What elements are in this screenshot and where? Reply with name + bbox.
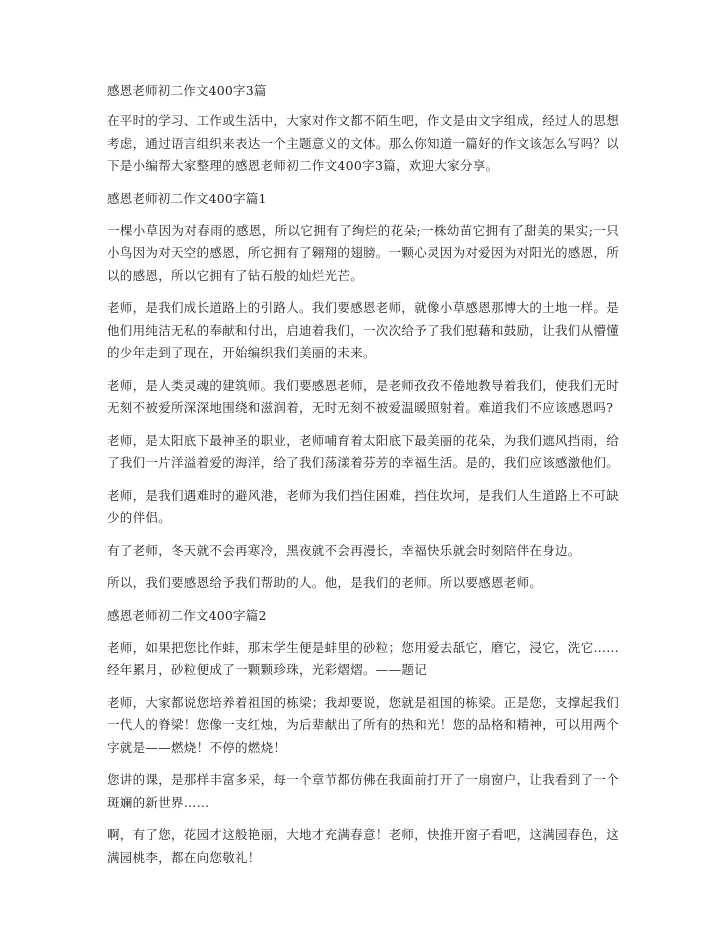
essay1-paragraph: 有了老师，冬天就不会再寒冷，黑夜就不会再漫长，幸福快乐就会时刻陪伴在身边。 <box>107 542 581 558</box>
document-title: 感恩老师初二作文400字3篇 <box>107 83 267 98</box>
essay1-paragraph: 老师，是太阳底下最神圣的职业，老师哺育着太阳底下最美丽的花朵，为我们遮风挡雨，给了我们一片洋溢着爱的海洋，给了我们荡漾着芬芳的幸福生活。是的，我们应该感激他们。 <box>107 432 620 470</box>
essay1-paragraph: 老师，是我们成长道路上的引路人。我们要感恩老师，就像小草感恩那博大的土地一样。是他们用纯洁无私的奉献和付出，启迪着我们，一次次给予了我们慰藉和鼓励，让我们从懵懂的少年走到了现在，开始编织我们美丽的未来。 <box>107 300 620 360</box>
essay2-paragraph: 老师，如果把您比作蚌，那末学生便是蚌里的砂粒；您用爱去舐它，磨它，浸它，洗它……经年累月，砂粒便成了一颗颗珍珠，光彩熠熠。——题记 <box>107 639 620 677</box>
essay2-paragraph: 您讲的课，是那样丰富多采，每一个章节都仿佛在我面前打开了一扇窗户，让我看到了一个斑斓的新世界…… <box>107 772 620 810</box>
essay1-paragraph: 一棵小草因为对春雨的感恩，所以它拥有了绚烂的花朵;一株幼苗它拥有了甜美的果实;一只小鸟因为对天空的感恩，所它拥有了翱翔的翅膀。一颗心灵因为对爱因为对阳光的感恩，所以的感恩，所以它拥有了钻石般的灿烂光芒。 <box>107 222 620 283</box>
document-page <box>107 80 619 879</box>
essay2-paragraph: 老师，大家都说您培养着祖国的栋梁；我却要说，您就是祖国的栋梁。正是您，支撑起我们一代人的脊梁！您像一支红烛，为后辈献出了所有的热和光！您的品格和精神，可以用两个字就是——燃烧！不停的燃烧！ <box>107 694 620 755</box>
intro-paragraph: 在平时的学习、工作或生活中，大家对作文都不陌生吧，作文是由文字组成，经过人的思想考虑，通过语言组织来表达一个主题意义的文体。那么你知道一篇好的作文该怎么写吗？以下是小编帮大家整理的感恩老师初二作文400字3篇，欢迎大家分享。 <box>107 113 620 173</box>
essay2-paragraph: 啊，有了您，花园才这般艳丽，大地才充满春意！老师，快推开窗子看吧，这满园春色，这满园桃李，都在向您敬礼！ <box>107 827 620 865</box>
essay1-paragraph: 所以，我们要感恩给予我们帮助的人。他，是我们的老师。所以要感恩老师。 <box>107 575 543 590</box>
essay1-heading: 感恩老师初二作文400字篇1 <box>107 190 267 206</box>
essay2-heading: 感恩老师初二作文400字篇2 <box>107 607 267 623</box>
essay1-paragraph: 老师，是我们遇难时的避风港，老师为我们挡住困难，挡住坎坷，是我们人生道路上不可缺少的伴侣。 <box>107 487 620 525</box>
essay1-paragraph: 老师，是人类灵魂的建筑师。我们要感恩老师，是老师孜孜不倦地教导着我们，使我们无时无刻不被爱所深深地围绕和滋润着，无时无刻不被爱温暖照射着。难道我们不应该感恩吗? <box>107 377 620 415</box>
